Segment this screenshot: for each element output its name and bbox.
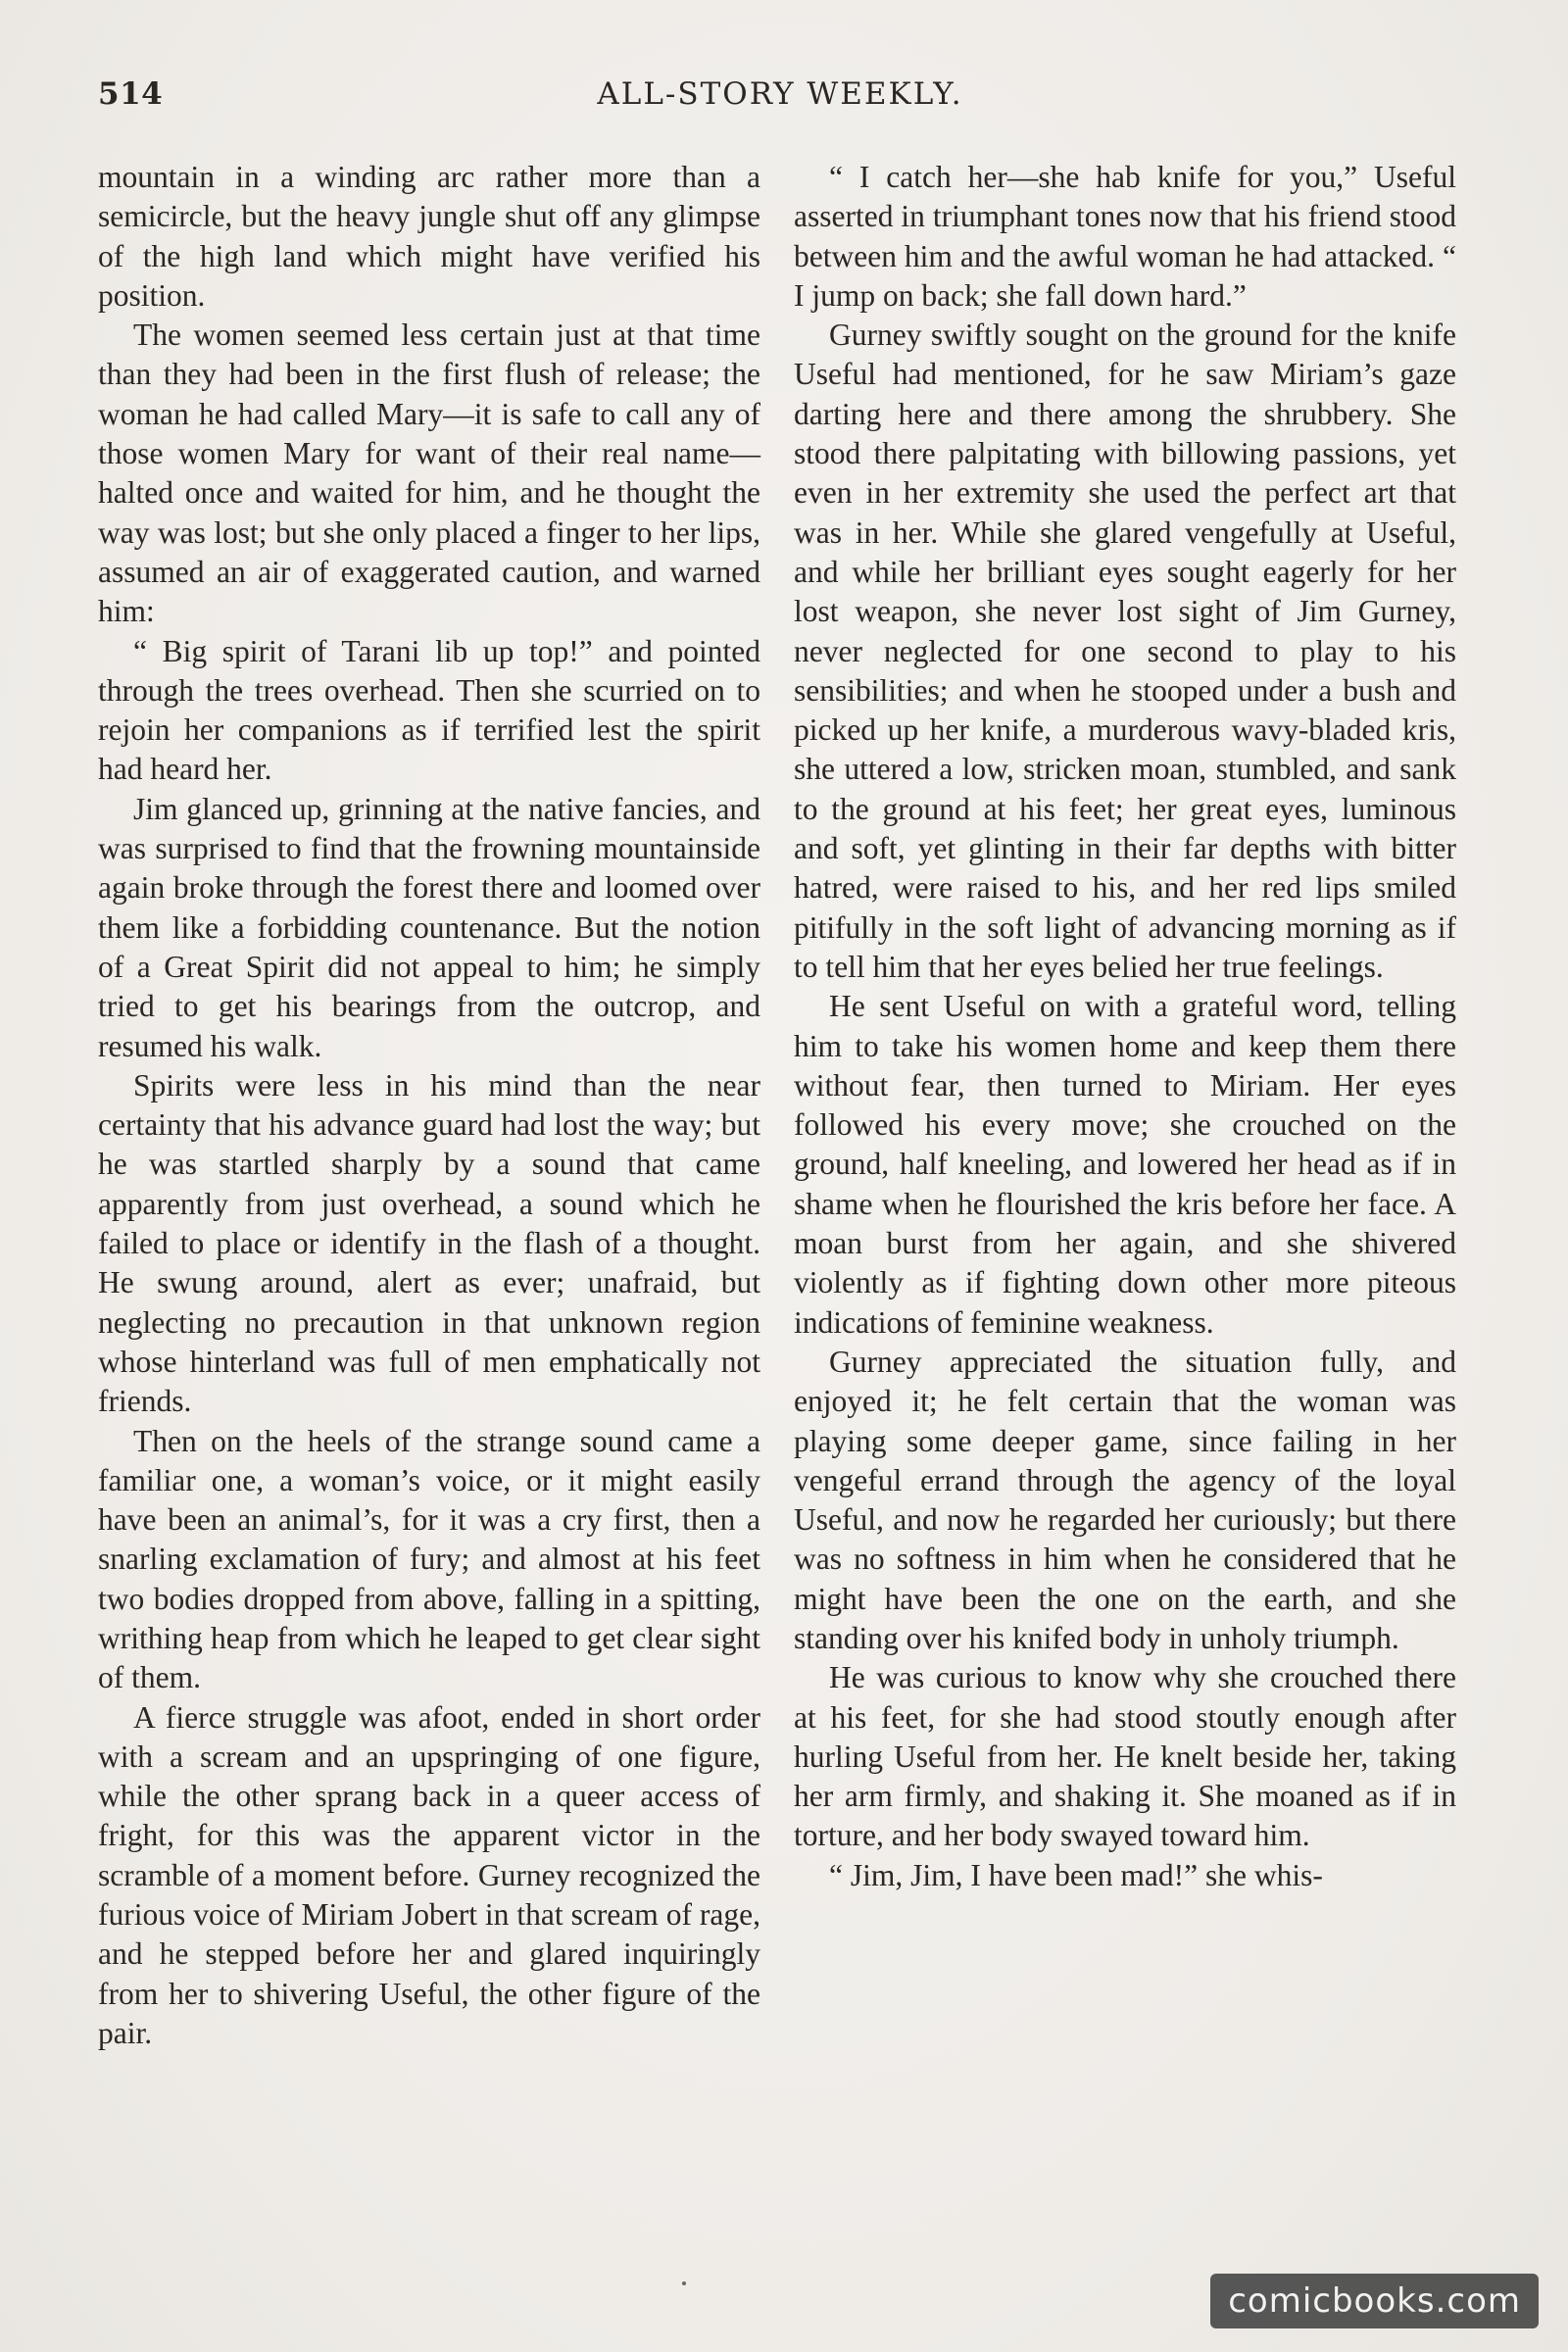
paragraph: “ Jim, Jim, I have been mad!” she whis- — [829, 1857, 1323, 1892]
source-watermark: comicbooks.com — [1210, 2274, 1539, 2328]
page-number: 514 — [98, 76, 164, 112]
paragraph: Gurney appreciated the situation fully, and enjoyed it; he felt certain that the woman was playing some deeper game, since failing in her vengeful errand through the agency of the loyal Useful, and now he regarded her curiously; but there was no softness in him when he considered that he might have been the one on the earth, and she standing over his knifed body in unholy triumph. — [794, 1344, 1456, 1655]
right-column — [794, 158, 1456, 1895]
paragraph: “ Big spirit of Tarani lib up top!” and pointed through the trees overhead. Then she scurried on to rejoin her companions as if terrified lest the spirit had heard her. — [98, 633, 760, 787]
paragraph: He sent Useful on with a grateful word, telling him to take his women home and keep them there without fear, then turned to Miriam. Her eyes followed his every move; she crouched on the ground, half kneeling, and lowered her head as if in shame when he flourished the kris before her face. A moan burst from her again, and she shivered violently as if fighting down other more piteous indications of feminine weakness. — [794, 989, 1456, 1340]
paragraph: Then on the heels of the strange sound came a familiar one, a woman’s voice, or it might easily have been an animal’s, for it was a cry first, then a snarling exclamation of fury; and almost at his feet two bodies dropped from above, falling in a spitting, writhing heap from which he leaped to get clear sight of them. — [98, 1423, 760, 1695]
paragraph: He was curious to know why she crouched there at his feet, for she had stood stoutly enough after hurling Useful from her. He knelt beside her, taking her arm firmly, and shaking it. She moaned as if in torture, and her body swayed toward him. — [794, 1660, 1456, 1853]
paragraph: A fierce struggle was afoot, ended in short order with a scream and an upspringing of one figure, while the other sprang back in a queer access of fright, for this was the apparent victor in the scramble of a moment before. Gurney recognized the furious voice of Miriam Jobert in that scream of rage, and he stepped before her and glared inquiringly from her to shivering Useful, the other figure of the pair. — [98, 1699, 760, 2050]
left-column — [98, 158, 760, 2053]
paragraph: The women seemed less certain just at that time than they had been in the first flush of release; the woman he had called Mary—it is safe to call any of those women Mary for want of their real name—halted once and waited for him, and he thought the way was lost; but she only placed a finger to her lips, assumed an air of exaggerated caution, and warned him: — [98, 318, 760, 629]
paragraph: “ I catch her—she hab knife for you,” Useful asserted in triumphant tones now that his friend stood between him and the awful woman he had attacked. “ I jump on back; she fall down hard.” — [794, 160, 1456, 313]
paragraph: Jim glanced up, grinning at the native fancies, and was surprised to find that the frowning mountainside again broke through the forest there and loomed over them like a forbidding countenance. But the notion of a Great Spirit did not appeal to him; he simply tried to get his bearings from the outcrop, and resumed his walk. — [98, 791, 760, 1063]
paragraph: Gurney swiftly sought on the ground for the knife Useful had mentioned, for he saw Miriam’s gaze darting here and there among the shrubbery. She stood there palpitating with billowing passions, yet even in her extremity she used the perfect art that was in her. While she glared vengefully at Useful, and while her brilliant eyes sought eagerly for her lost weapon, she never lost sight of Jim Gurney, never neglected for one second to play to his sensibilities; and when he stooped under a bush and picked up her knife, a murderous wavy-bladed kris, she uttered a low, stricken moan, stumbled, and sank to the ground at his feet; her great eyes, luminous and soft, yet glinting in their far depths with bitter hatred, were raised to his, and her red lips smiled pitifully in the soft light of advancing morning as if to tell him that her eyes belied her true feelings. — [794, 318, 1456, 984]
running-head: ALL-STORY WEEKLY. — [597, 76, 963, 112]
paragraph: Spirits were less in his mind than the near certainty that his advance guard had lost the way; but he was startled sharply by a sound that came apparently from just overhead, a sound which he failed to place or identify in the flash of a thought. He swung around, alert as ever; unafraid, but neglecting no precaution in that unknown region whose hinterland was full of men emphatically not friends. — [98, 1067, 760, 1419]
print-speck — [682, 2281, 686, 2285]
paragraph: mountain in a winding arc rather more than a semicircle, but the heavy jungle shut off any glimpse of the high land which might have verified his position. — [98, 160, 760, 313]
page-header — [98, 76, 1462, 125]
